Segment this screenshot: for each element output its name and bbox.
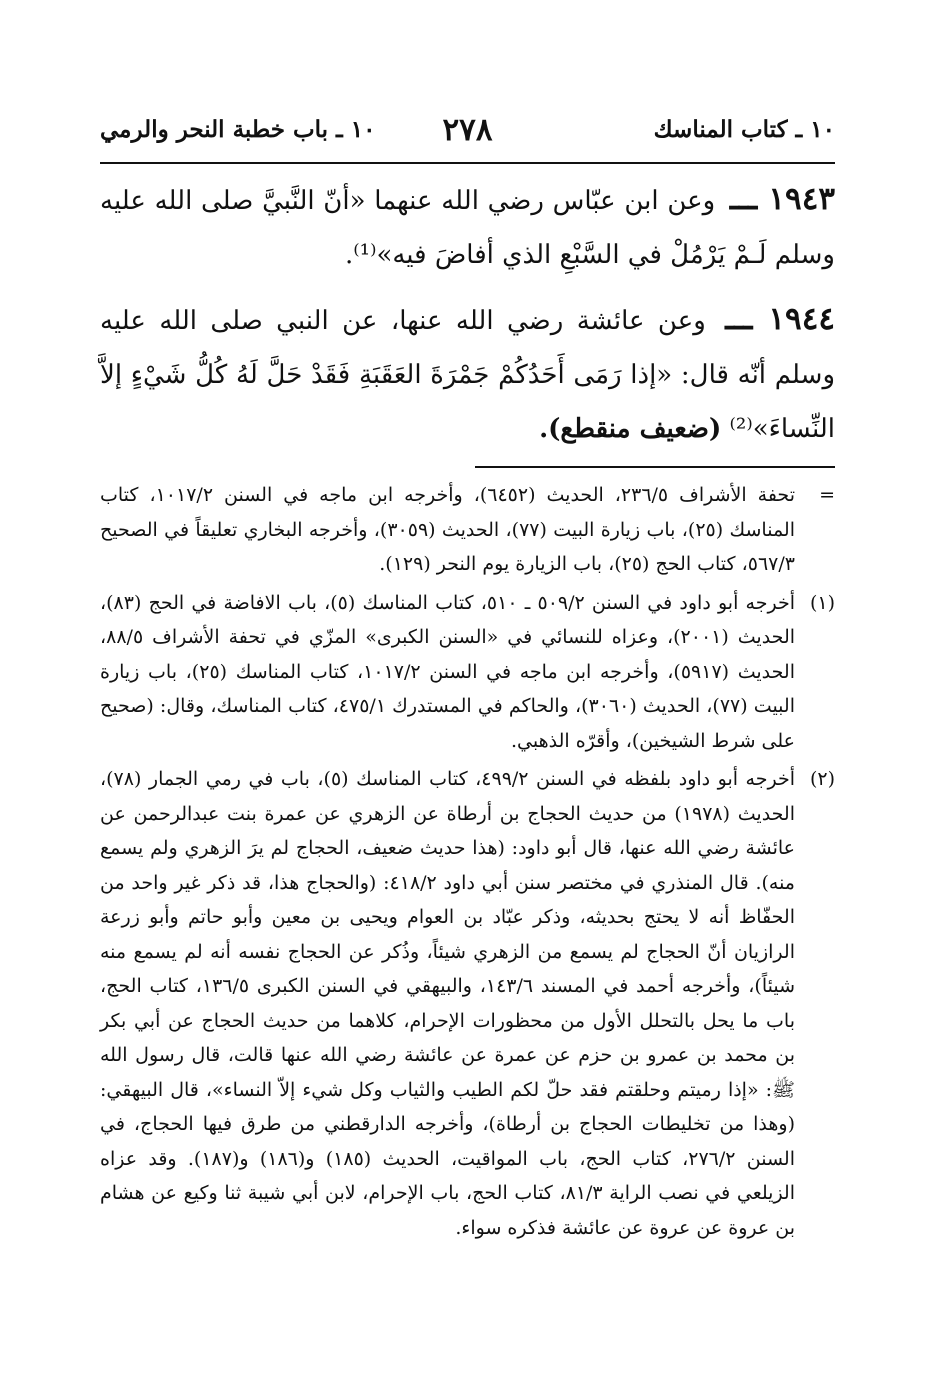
footnote-text: أخرجه أبو داود في السنن ٥٠٩/٢ ـ ٥١٠، كتاب المناسك (٥)، باب الافاضة في الحج (٨٣)، الحديث (٢٠٠١)، وعزاه للنسائي في «السنن الكبرى» المزّي في تحفة الأشراف ٨٨/٥، الحديث (٥٩١٧)، وأخرجه ابن ماجه في السنن ١٠١٧/٢، كتاب المناسك (٢٥)، باب زيارة البيت (٧٧)، الحديث (٣٠٦٠)، والحاكم في المستدرك ٤٧٥/١، كتاب المناسك، وقال: (صحيح على شرط الشيخين)، وأقرّه الذهبي. bbox=[100, 591, 796, 752]
footnote-marker: (١) bbox=[809, 591, 835, 614]
footnote-separator bbox=[475, 466, 835, 468]
header-chapter-title: ١٠ ـ باب خطبة النحر والرمي bbox=[100, 116, 376, 143]
footnote-marker: (٢) bbox=[809, 768, 835, 790]
footnote-2 bbox=[100, 762, 835, 1245]
footnote-text: أخرجه أبو داود بلفظه في السنن ٤٩٩/٢، كتاب المناسك (٥)، باب في رمي الجمار (٧٨)، الحديث (١٩٧٨) من حديث الحجاج بن أرطاة عن الزهري عن عمرة بنت عبدالرحمن عن عائشة رضي الله عنها، قال أبو داود: (هذا حديث ضعيف، الحجاج لم يرَ الزهري ولم يسمع منه). قال المنذري في مختصر سنن أبي داود ٤١٨/٢: (والحجاج هذا، قد ذكر غير واحد من الحفّاظ أنه لا يحتج بحديثه، وذكر عبّاد بن العوام ويحيى بن معين وأبو حاتم وأبو زرعة الرازيان أنّ الحجاج لم يسمع من الزهري شيئاً، وذُكر عن الحجاج نفسه أنه لم يسمع منه شيئاً)، وأخرجه أحمد في المسند ١٤٣/٦، والبيهقي في السنن الكبرى ١٣٦/٥، كتاب الحج، باب ما يحل بالتحلل الأول من محظورات الإحرام، كلاهما من حديث الحجاج عن أبي بكر بن محمد بن عمرو بن حزم عن عمرة عن عائشة رضي الله عنها قالت، قال رسول الله ﷺ: «إذا رميتم وحلقتم فقد حلّ لكم الطيب والثياب وكل شيء إلاّ النساء»، قال البيهقي: (وهذا من تخليطات الحجاج بن أرطاة)، وأخرجه الدارقطني من طرق فيها الحجاج، في السنن ٢٧٦/٢، كتاب الحج، باب المواقيت، الحديث (١٨٥) و(١٨٦) و(١٨٧). وقد عزاه الزيلعي في نصب الراية ٨١/٣، كتاب الحج، باب الإحرام، لابن أبي شيبة ثنا وكيع عن هشام بن عروة عن عروة عن عائشة فذكره سواء. bbox=[100, 768, 796, 1239]
footnote-1 bbox=[100, 586, 835, 759]
hadith-number: ١٩٤٣ ـــ bbox=[729, 181, 835, 217]
header-book-title: ١٠ ـ كتاب المناسك bbox=[653, 116, 835, 143]
hadith-1944 bbox=[100, 292, 835, 456]
footnotes bbox=[100, 478, 835, 1249]
main-text bbox=[100, 172, 835, 466]
footnote-continued bbox=[100, 478, 835, 582]
hadith-text: وعن ابن عبّاس رضي الله عنهما «أنّ النَّبيَّ صلى الله عليه وسلم لَـمْ يَرْمُلْ في السَّبْعِ الذي أفاضَ فيه»⁽¹⁾. bbox=[100, 186, 835, 270]
hadith-grade: (ضعيف منقطع). bbox=[539, 414, 722, 444]
footnote-marker: = bbox=[819, 484, 835, 506]
hadith-1943 bbox=[100, 172, 835, 282]
hadith-text: وعن عائشة رضي الله عنها، عن النبي صلى الله عليه وسلم أنّه قال: «إذا رَمَى أَحَدُكُمْ جَمْرَةَ العَقَبَةِ فَقَدْ حَلَّ لَهُ كُلُّ شَيْءٍ إلاَّ النِّساءَ»⁽²⁾ bbox=[100, 306, 835, 444]
page-header bbox=[100, 112, 835, 158]
footnote-text: تحفة الأشراف ٢٣٦/٥، الحديث (٦٤٥٢)، وأخرجه ابن ماجه في السنن ١٠١٧/٢، كتاب المناسك (٢٥)، باب زيارة البيت (٧٧)، الحديث (٣٠٥٩)، وأخرجه البخاري تعليقاً في الصحيح ٥٦٧/٣، كتاب الحج (٢٥)، باب الزيارة يوم النحر (١٢٩). bbox=[100, 484, 796, 575]
page-number: ٢٧٨ bbox=[442, 112, 493, 148]
hadith-number: ١٩٤٤ ـــ bbox=[725, 301, 835, 337]
header-divider bbox=[100, 162, 835, 164]
